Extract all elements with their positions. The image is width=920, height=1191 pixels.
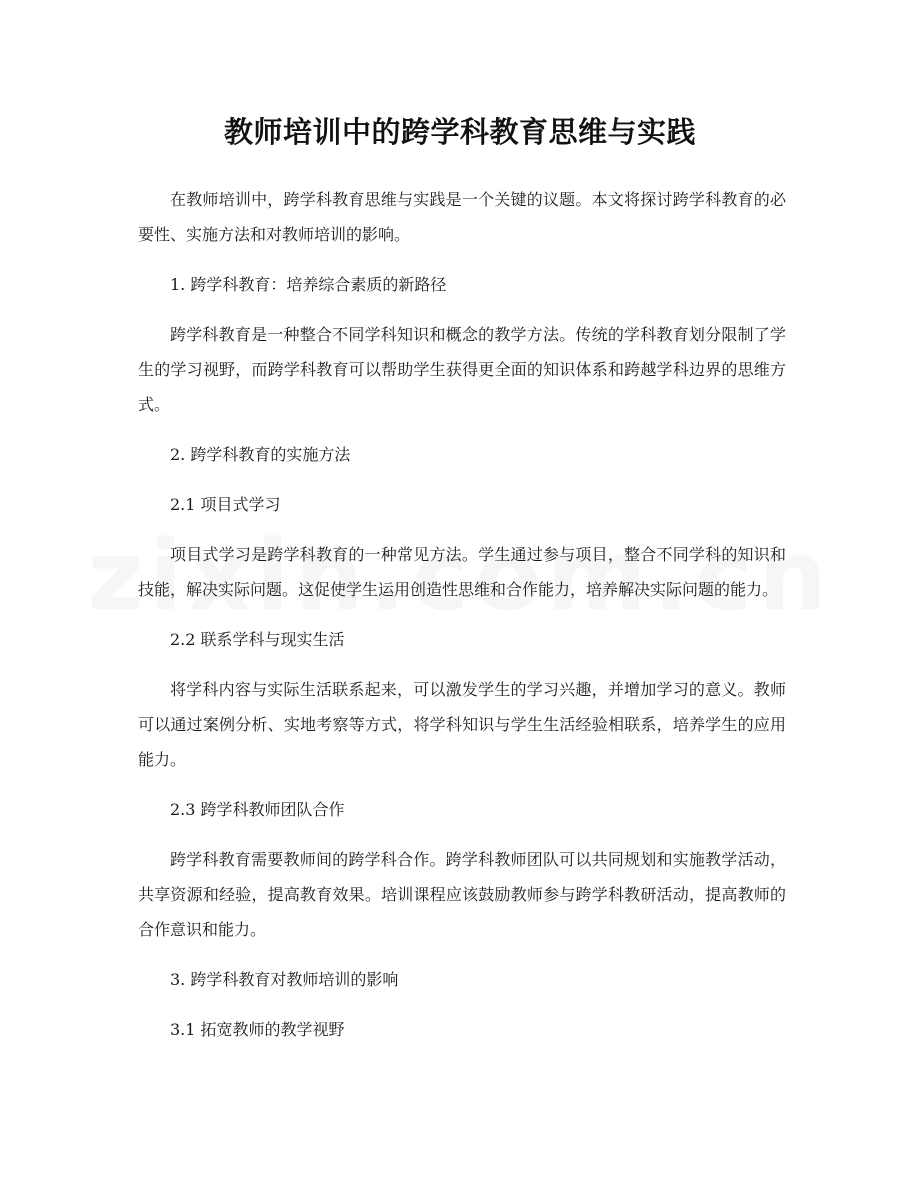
subsection-2-1-paragraph: 项目式学习是跨学科教育的一种常见方法。学生通过参与项目，整合不同学科的知识和技能，解决实际问题。这促使学生运用创造性思维和合作能力，培养解决实际问题的能力。 <box>138 545 786 599</box>
section-heading-3: 3. 跨学科教育对教师培训的影响 <box>170 970 399 989</box>
subsection-heading-3-1: 3.1 拓宽教师的教学视野 <box>170 1020 345 1039</box>
document-body <box>138 182 786 1062</box>
subsection-2-3-paragraph: 跨学科教育需要教师间的跨学科合作。跨学科教师团队可以共同规划和实施教学活动，共享资源和经验，提高教育效果。培训课程应该鼓励教师参与跨学科教研活动，提高教师的合作意识和能力。 <box>138 850 786 939</box>
subsection-heading-2-2: 2.2 联系学科与现实生活 <box>170 630 345 649</box>
section-heading-1: 1. 跨学科教育：培养综合素质的新路径 <box>170 275 447 294</box>
subsection-2-2-paragraph: 将学科内容与实际生活联系起来，可以激发学生的学习兴趣，并增加学习的意义。教师可以通过案例分析、实地考察等方式，将学科知识与学生生活经验相联系，培养学生的应用能力。 <box>138 680 786 769</box>
section-heading-2: 2. 跨学科教育的实施方法 <box>170 445 351 464</box>
subsection-heading-2-3: 2.3 跨学科教师团队合作 <box>170 800 345 819</box>
section-1-paragraph: 跨学科教育是一种整合不同学科知识和概念的教学方法。传统的学科教育划分限制了学生的学习视野，而跨学科教育可以帮助学生获得更全面的知识体系和跨越学科边界的思维方式。 <box>138 325 786 414</box>
intro-paragraph: 在教师培训中，跨学科教育思维与实践是一个关键的议题。本文将探讨跨学科教育的必要性、实施方法和对教师培训的影响。 <box>138 190 786 244</box>
subsection-heading-2-1: 2.1 项目式学习 <box>170 495 281 514</box>
page-title: 教师培训中的跨学科教育思维与实践 <box>223 115 696 149</box>
